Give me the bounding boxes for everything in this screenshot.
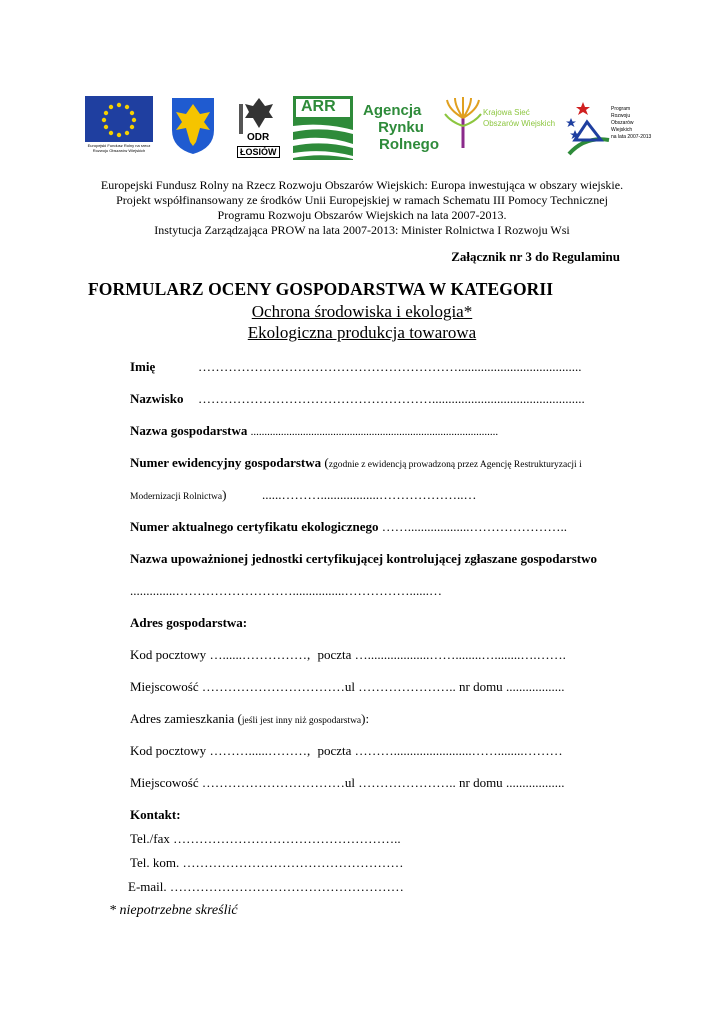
poczta-1-label: poczta	[317, 647, 352, 662]
form-row-adres-zamieszkania	[130, 711, 369, 727]
ksow-logo	[443, 96, 555, 156]
prow-line3: Obszarów	[611, 120, 634, 126]
funding-statement	[60, 178, 664, 238]
form-row-imie	[130, 359, 582, 375]
agency-line3: Rolnego	[379, 136, 439, 153]
tel-fax-label: Tel./fax	[130, 831, 170, 846]
adres-zamieszkania-label: Adres zamieszkania (	[130, 711, 242, 726]
nr-domu-1-label: nr domu	[458, 679, 503, 694]
adres-zamieszkania-close: ):	[361, 711, 370, 726]
ulica-2-field[interactable]: …………………..	[358, 775, 456, 790]
tel-kom-field[interactable]: ……………………………………………	[182, 855, 404, 870]
nr-domu-2-label: nr domu	[458, 775, 503, 790]
prow-line2: Rozwoju	[611, 113, 631, 119]
funding-line2: Projekt współfinansowany ze środków Unii Europejskiej w ramach Schematu III Pomocy Technicznej	[116, 193, 608, 207]
form-row-certyfikat	[130, 519, 567, 535]
form-row-numer-ewidencyjny	[130, 455, 582, 471]
adres-zamieszkania-note: jeśli jest inny niż gospodarstwa	[241, 716, 362, 726]
footnote: * niepotrzebne skreślić	[109, 903, 238, 918]
agency-line2: Rynku	[378, 119, 424, 136]
prow-text	[611, 106, 651, 141]
funding-line1: Europejski Fundusz Rolny na Rzecz Rozwoju Obszarów Wiejskich: Europa inwestująca w obszary wiejskie.	[100, 178, 624, 192]
form-row-miejscowosc-2	[130, 775, 564, 791]
form-row-kod-pocztowy-2	[130, 743, 563, 759]
prow-line1: Program	[611, 106, 631, 112]
prow-logo	[565, 96, 652, 158]
agencja-rynku-rolnego-logo	[363, 102, 439, 160]
form-row-email	[128, 879, 404, 895]
numer-note-close: )	[222, 487, 227, 502]
odr-label: ODR	[247, 132, 270, 143]
ksow-line1: Krajowa Sieć	[483, 108, 530, 117]
prow-line4: Wiejskich	[611, 127, 633, 133]
form-row-kod-pocztowy-1	[130, 647, 566, 663]
numer-ewidencyjny-field[interactable]: ......………..................………………..…	[262, 487, 477, 502]
form-row-tel-kom	[130, 855, 404, 871]
subtitle-subcategory: Ekologiczna produkcja towarowa	[247, 323, 477, 342]
adres-gospodarstwa-label: Adres gospodarstwa:	[130, 615, 248, 630]
nr-domu-1-field[interactable]: ..................	[505, 679, 565, 694]
tel-fax-field[interactable]: ……………………………………………..	[173, 831, 401, 846]
eu-flag-logo	[85, 96, 153, 162]
tel-kom-label: Tel. kom.	[130, 855, 180, 870]
ulica-1-field[interactable]: …………………..	[358, 679, 456, 694]
form-row-numer-ewidencyjny-cont	[130, 487, 477, 503]
form-row-nazwisko	[130, 391, 585, 407]
nr-domu-2-field[interactable]: ..................	[505, 775, 565, 790]
miejscowosc-2-label: Miejscowość	[130, 775, 199, 790]
form-row-kontakt	[130, 807, 181, 823]
funding-line4: Instytucja Zarządzająca PROW na lata 2007-2013: Minister Rolnictwa I Rozwoju Wsi	[154, 223, 570, 237]
odr-place: ŁOSIÓW	[237, 146, 280, 158]
coat-of-arms-logo	[170, 96, 216, 160]
email-field[interactable]: ………………………………………………	[169, 879, 404, 894]
imie-field[interactable]: ……………………………………………………......................................	[198, 359, 582, 374]
arr-label: ARR	[301, 98, 336, 115]
kod-pocztowy-2-field[interactable]: ………......………,	[209, 743, 311, 758]
nazwisko-label: Nazwisko	[130, 391, 184, 406]
ksow-line2: Obszarów Wiejskich	[483, 119, 556, 128]
form-row-adres-gospodarstwa	[130, 615, 247, 631]
kod-pocztowy-2-label: Kod pocztowy	[130, 743, 207, 758]
form-row-jednostka-field	[130, 583, 442, 599]
jednostka-field[interactable]: ..............………………………................……………......…	[130, 583, 442, 598]
miejscowosc-2-field[interactable]: ……………………………ul	[201, 775, 355, 790]
kod-pocztowy-1-field[interactable]: …......……………,	[209, 647, 311, 662]
certyfikat-label: Numer aktualnego certyfikatu ekologicznego	[130, 519, 379, 534]
jednostka-label: Nazwa upoważnionej jednostki certyfikującej kontrolującej zgłaszane gospodarstwo	[130, 551, 598, 566]
poczta-1-field[interactable]: …...................……........…........….…….	[354, 647, 566, 662]
odr-losiow-logo	[235, 96, 283, 162]
agency-line1: Agencja	[363, 102, 422, 119]
imie-label: Imię	[130, 359, 156, 374]
form-row-nazwa-gospodarstwa	[130, 423, 498, 439]
nazwisko-field[interactable]: ………………………………………………...............................................	[198, 391, 585, 406]
certyfikat-field[interactable]: ……...................…………………..	[381, 519, 568, 534]
numer-ewidencyjny-label: Numer ewidencyjny gospodarstwa	[130, 455, 322, 470]
numer-note-open: (	[321, 455, 329, 470]
nazwa-gospodarstwa-label: Nazwa gospodarstwa	[130, 423, 248, 438]
kod-pocztowy-1-label: Kod pocztowy	[130, 647, 207, 662]
miejscowosc-1-label: Miejscowość	[130, 679, 199, 694]
arr-logo	[293, 96, 353, 160]
email-label: E-mail.	[128, 879, 167, 894]
prow-line5: na lata 2007-2013	[611, 134, 652, 140]
subtitle-category: Ochrona środowiska i ekologia*	[251, 302, 473, 321]
annex-label: Załącznik nr 3 do Regulaminu	[451, 249, 620, 264]
funding-line3: Programu Rozwoju Obszarów Wiejskich na lata 2007-2013.	[217, 208, 507, 222]
form-row-jednostka	[130, 551, 597, 567]
poczta-2-label: poczta	[317, 743, 352, 758]
numer-ewidencyjny-note: zgodnie z ewidencją prowadzoną przez Agencję Restrukturyzacji i	[328, 460, 582, 470]
form-row-miejscowosc-1	[130, 679, 564, 695]
page-title: FORMULARZ OCENY GOSPODARSTWA W KATEGORII	[88, 279, 554, 299]
nazwa-gospodarstwa-field[interactable]: ..........................................................................................	[250, 426, 499, 438]
numer-ewidencyjny-note-cont: Modernizacji Rolnictwa	[130, 492, 223, 502]
logo-strip	[85, 96, 652, 166]
eu-flag-caption: Europejski Fundusz Rolny na rzecz Rozwoju Obszarów Wiejskich	[87, 143, 151, 153]
kontakt-label: Kontakt:	[130, 807, 181, 822]
miejscowosc-1-field[interactable]: ……………………………ul	[201, 679, 355, 694]
form-row-tel-fax	[130, 831, 401, 847]
poczta-2-field[interactable]: ………........................……........………	[354, 743, 563, 758]
